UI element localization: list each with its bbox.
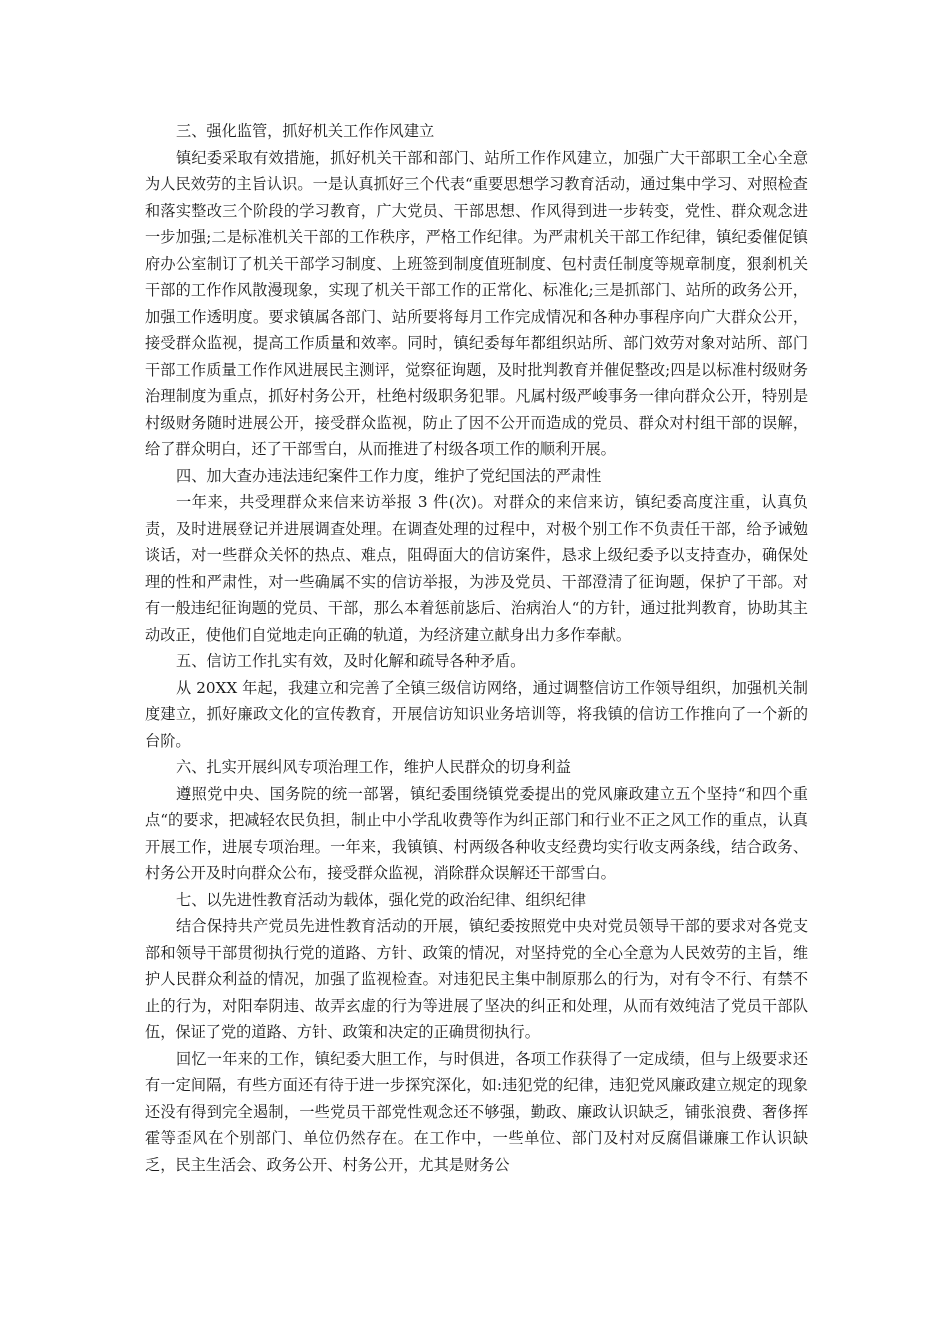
- section-heading-5: 五、信访工作扎实有效，及时化解和疏导各种矛盾。: [176, 652, 526, 670]
- paragraph-education: 结合保持共产党员先进性教育活动的开展，镇纪委按照党中央对党员领导干部的要求对各党支部和领导干部贯彻执行党的道路、方针、政策的情况，对坚持党的全心全意为人民效劳的主旨，维护人民群众利益的情况，加强了监视检查。对违犯民主集中制原那么的行为，对有令不行、有禁不止的行为，对阳奉阴违、故弄玄虚的行为等进展了坚决的纠正和处理，从而有效纯洁了党员干部队伍，保证了党的道路、方针、政策和决定的正确贯彻执行。: [145, 917, 808, 1041]
- paragraph-case-handling: 一年来，共受理群众来信来访举报 3 件(次)。对群众的来信来访，镇纪委高度注重，认真负责，及时进展登记并进展调查处理。在调查处理的过程中，对极个别工作不负责任干部，给予诫勉谈话，对一些群众关怀的热点、难点，阻碍面大的信访案件，恳求上级纪委予以支持查办，确保处理的性和严肃性，对一些确属不实的信访举报，为涉及党员、干部澄清了征询题，保护了干部。对有一般违纪征询题的党员、干部，那么本着惩前毖后、治病治人“的方针，通过批判教育，协助其主动改正，使他们自觉地走向正确的轨道，为经济建立献身出力多作奉献。: [145, 493, 808, 644]
- section-heading-6: 六、扎实开展纠风专项治理工作，维护人民群众的切身利益: [176, 758, 571, 776]
- section-heading-3: 三、强化监管，抓好机关工作作风建立: [176, 122, 435, 140]
- paragraph-review: 回忆一年来的工作，镇纪委大胆工作，与时俱进，各项工作获得了一定成绩，但与上级要求还有一定间隔，有些方面还有待于进一步探究深化，如:违犯党的纪律，违犯党风廉政建立规定的现象还没有得到完全遏制，一些党员干部党性观念还不够强，勤政、廉政认识缺乏，铺张浪费、奢侈挥霍等歪风在个别部门、单位仍然存在。在工作中，一些单位、部门及村对反腐倡谦廉工作认识缺乏，民主生活会、政务公开、村务公开，尤其是财务公: [145, 1049, 808, 1174]
- section-heading-7: 七、以先进性教育活动为载体，强化党的政治纪律、组织纪律: [176, 890, 587, 909]
- paragraph-supervision: 镇纪委采取有效措施，抓好机关干部和部门、站所工作作风建立，加强广大干部职工全心全意为人民效劳的主旨认识。一是认真抓好三个代表“重要思想学习教育活动，通过集中学习、对照检查和落实整改三个阶段的学习教育，广大党员、干部思想、作风得到进一步转变，党性、群众观念进一步加强;二是标准机关干部的工作秩序，严格工作纪律。为严肃机关干部工作纪律，镇纪委催促镇府办公室制订了机关干部学习制度、上班签到制度值班制度、包村责任制度等规章制度，狠刹机关干部的工作作风散漫现象，实现了机关干部工作的正常化、标准化;三是抓部门、站所的政务公开，加强工作透明度。要求镇属各部门、站所要将每月工作完成情况和各种办事程序向广大群众公开，接受群众监视，提高工作质量和效率。同时，镇纪委每年都组织站所、部门效劳对象对站所、部门干部工作质量工作作风进展民主测评，觉察征询题，及时批判教育并催促整改;四是以标准村级财务治理制度为重点，抓好村务公开，杜绝村级职务犯罪。凡属村级严峻事务一律向群众公开，特别是村级财务随时进展公开，接受群众监视，防止了因不公开而造成的党员、群众对村组干部的误解，给了群众明白，还了干部雪白，从而推进了村级各项工作的顺利开展。: [145, 148, 808, 458]
- section-heading-4: 四、加大查办违法违纪案件工作力度，维护了党纪国法的严肃性: [176, 466, 602, 485]
- paragraph-rectification: 遵照党中央、国务院的统一部署，镇纪委围绕镇党委提出的党风廉政建立五个坚持“和四个重点“的要求，把减轻农民负担，制止中小学乱收费等作为纠正部门和行业不正之风工作的重点，认真开展工作，进展专项治理。一年来，我镇镇、村两级各种收支经费均实行收支两条线，结合政务、村务公开及时向群众公布，接受群众监视，消除群众误解还干部雪白。: [145, 784, 808, 882]
- paragraph-petition-network: 从 20XX 年起，我建立和完善了全镇三级信访网络，通过调整信访工作领导组织，加强机关制度建立，抓好廉政文化的宣传教育，开展信访知识业务培训等，将我镇的信访工作推向了一个新的台阶。: [145, 678, 808, 750]
- document-body: [145, 118, 808, 1178]
